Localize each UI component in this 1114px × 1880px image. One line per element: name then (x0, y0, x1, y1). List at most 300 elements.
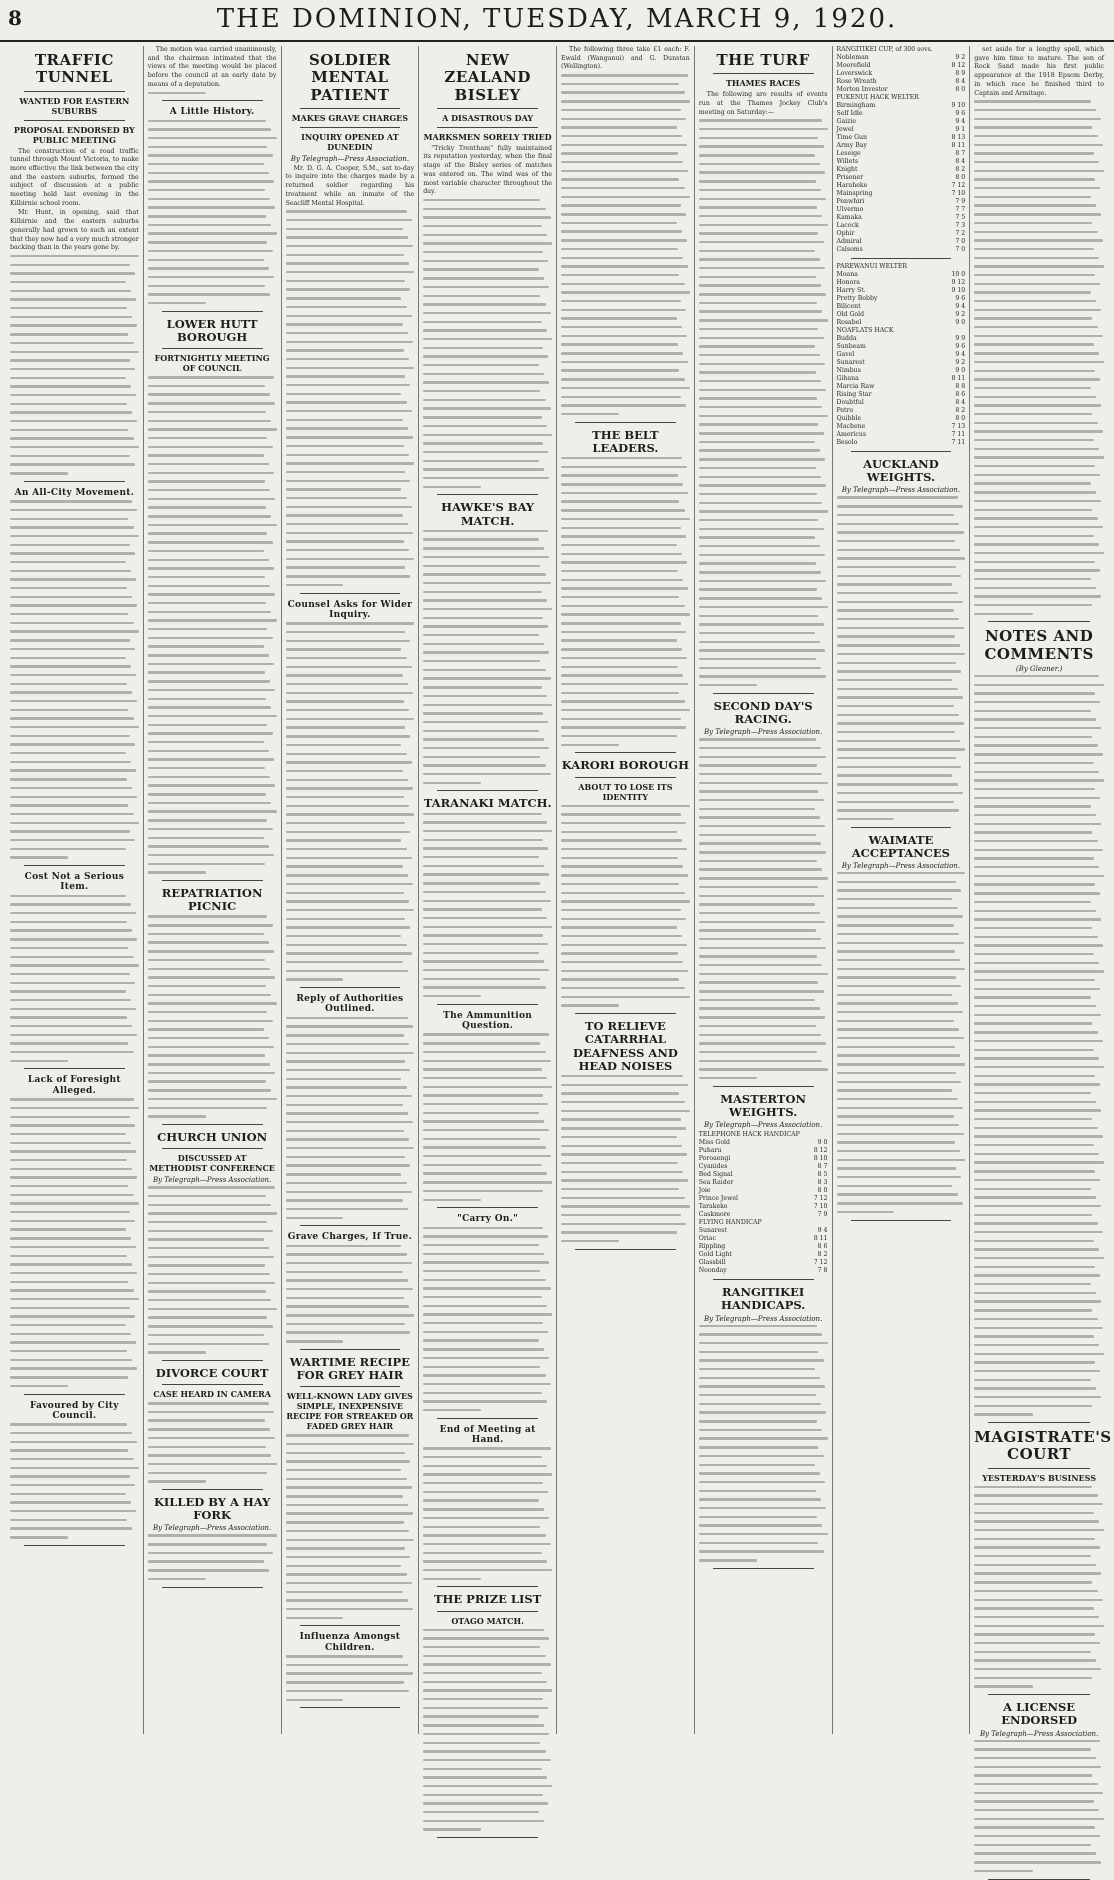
text-line (837, 653, 966, 655)
text-line (561, 570, 678, 572)
text-line (286, 1539, 415, 1541)
text-line (10, 1467, 139, 1469)
text-line (148, 402, 275, 404)
text-line (837, 609, 954, 611)
text-block (286, 1434, 415, 1619)
text-line (423, 277, 544, 279)
text-line (10, 1211, 130, 1213)
text-line (837, 644, 961, 646)
text-line (837, 583, 953, 585)
text-line (10, 420, 137, 422)
text-line (974, 988, 1100, 990)
text-line (561, 561, 687, 563)
text-line (837, 722, 964, 724)
column-7 (833, 46, 971, 1734)
text-line (423, 1313, 552, 1315)
headline: MAGISTRATE'S COURT (974, 1428, 1112, 1464)
text-line (974, 944, 1102, 946)
text-line (10, 535, 139, 537)
text-line (561, 178, 679, 180)
divider (575, 1249, 676, 1250)
table-row (837, 174, 966, 182)
text-line (423, 608, 552, 610)
text-line (10, 1272, 137, 1274)
text-block (148, 1534, 277, 1580)
text-line (423, 1517, 549, 1519)
text-line (286, 1699, 344, 1701)
divider (300, 127, 401, 128)
text-line (974, 1127, 1097, 1129)
text-line (148, 285, 265, 287)
text-line (561, 553, 682, 555)
text-line (974, 283, 1100, 285)
text-line (837, 959, 961, 961)
text-line (837, 531, 964, 533)
text-line (974, 439, 1093, 441)
text-line (974, 1503, 1102, 1505)
text-line (837, 818, 895, 820)
headline: AUCKLAND WEIGHTS. (863, 457, 939, 485)
text-line (699, 964, 823, 966)
text-line (423, 242, 552, 244)
text-line (561, 1240, 619, 1242)
text-line (699, 895, 824, 897)
text-line (699, 380, 821, 382)
text-line (148, 1552, 273, 1554)
text-line (974, 1248, 1099, 1250)
text-line (10, 1359, 132, 1361)
text-line (423, 625, 548, 627)
entry-weight: 9 9 (955, 335, 966, 342)
text-line (286, 384, 411, 386)
text-line (286, 210, 407, 212)
table-row (837, 182, 966, 190)
text-line (423, 347, 543, 349)
headline: SECOND DAY'S RACING. (713, 698, 813, 726)
text-line (286, 857, 412, 859)
text-line (286, 480, 411, 482)
text-line (561, 1214, 681, 1216)
text-line (699, 432, 824, 434)
table-row (837, 319, 966, 327)
text-line (561, 1118, 681, 1120)
text-line (561, 944, 687, 946)
text-line (974, 1144, 1093, 1146)
text-line (837, 809, 959, 811)
text-line (148, 715, 277, 717)
table-row (699, 1211, 828, 1219)
text-line (699, 519, 819, 521)
divider (713, 1086, 814, 1087)
divider (575, 422, 676, 423)
text-line (423, 556, 549, 558)
text-line (148, 472, 274, 474)
text-line (561, 735, 677, 737)
text-line (699, 1464, 815, 1466)
entry-name: Haraheke (836, 182, 868, 189)
text-line (974, 1616, 1099, 1618)
entry-name: Cyanides (698, 1163, 728, 1171)
headline: A Little History. (169, 107, 255, 118)
text-line (148, 1437, 275, 1439)
text-line (286, 1655, 403, 1657)
text-line (286, 1017, 408, 1019)
divider (300, 1707, 401, 1708)
text-line (974, 535, 1093, 537)
divider (851, 1220, 952, 1221)
text-line (423, 1552, 541, 1554)
text-line (974, 448, 1099, 450)
text-line (699, 1034, 821, 1036)
entry-weight: 8 10 (813, 1155, 828, 1163)
text-line (974, 1214, 1092, 1216)
text-line (286, 436, 413, 438)
text-line (423, 1828, 481, 1830)
text-line (423, 1663, 550, 1665)
entry-name: Rising Star (836, 391, 872, 398)
text-line (148, 1534, 277, 1536)
text-line (148, 154, 273, 156)
text-line (286, 1486, 412, 1488)
text-line (974, 675, 1099, 677)
text-line (974, 701, 1100, 703)
article (286, 52, 415, 594)
text-line (423, 1068, 541, 1070)
text-line (148, 206, 275, 208)
text-line (423, 407, 550, 409)
text-line (974, 1118, 1092, 1120)
text-line (423, 873, 549, 875)
entry-weight: 7 5 (955, 214, 966, 221)
text-line (10, 587, 127, 589)
text-line (10, 1315, 135, 1317)
table-row (699, 1227, 828, 1235)
entry-name: Willets (836, 158, 859, 165)
text-line (148, 1282, 275, 1284)
entry-name: Moorefield (836, 62, 871, 69)
text-line (974, 727, 1101, 729)
text-line (699, 999, 815, 1001)
text-line (148, 1020, 273, 1022)
column-4 (419, 46, 557, 1734)
text-line (561, 1179, 688, 1181)
text-line (423, 451, 548, 453)
text-line (837, 714, 959, 716)
text-line (10, 411, 132, 413)
text-line (10, 1060, 68, 1062)
text-line (10, 509, 137, 511)
text-line (974, 396, 1096, 398)
text-line (423, 764, 545, 766)
text-line (10, 1220, 135, 1222)
text-line (148, 950, 274, 952)
text-line (423, 721, 548, 723)
text-line (148, 585, 270, 587)
text-line (974, 274, 1095, 276)
text-line (837, 592, 958, 594)
text-line (837, 549, 961, 551)
entry-weight (921, 94, 965, 102)
text-line (286, 1530, 410, 1532)
article (423, 52, 552, 495)
text-line (423, 286, 549, 288)
text-line (974, 1353, 1104, 1355)
text-line (699, 137, 819, 139)
entry-name: Marcia Raw (836, 383, 875, 390)
text-line (423, 1287, 550, 1289)
text-line (974, 491, 1096, 493)
entry-name: Birmingham (836, 102, 876, 109)
text-line (837, 505, 963, 507)
headline: Counsel Asks for Wider Inquiry. (287, 599, 413, 620)
text-line (148, 1028, 264, 1030)
text-line (561, 361, 688, 363)
text-line (148, 619, 277, 621)
entry-weight: 8 3 (817, 1179, 828, 1187)
entry-name: Oriac (698, 1235, 716, 1243)
text-line (561, 161, 683, 163)
text-line (699, 641, 820, 643)
text-line (148, 1569, 269, 1571)
text-line (286, 1217, 344, 1219)
text-line (837, 872, 966, 874)
text-line (974, 1651, 1091, 1653)
text-line (974, 1135, 1102, 1137)
text-line (837, 1185, 953, 1187)
text-line (974, 1625, 1104, 1627)
text-line (974, 1668, 1101, 1670)
text-line (148, 1080, 266, 1082)
page-number: 8 (8, 6, 22, 30)
text-line (148, 120, 266, 122)
text-line (148, 1046, 274, 1048)
text-line (699, 1498, 821, 1500)
text-line (974, 1014, 1101, 1016)
article (699, 1093, 828, 1280)
text-line (699, 415, 828, 417)
article (10, 1401, 139, 1546)
text-line (423, 773, 550, 775)
text-line (423, 1366, 540, 1368)
text-line (974, 831, 1092, 833)
text-line (699, 1542, 819, 1544)
article (148, 1367, 277, 1490)
text-line (699, 241, 824, 243)
table-row (837, 94, 966, 102)
entry-name: Gaizie (836, 118, 857, 125)
divider (988, 1879, 1090, 1880)
text-line (423, 442, 543, 444)
text-line (423, 468, 544, 470)
text-line (561, 918, 686, 920)
entry-weight: 8 9 (955, 70, 966, 77)
text-line (561, 1092, 679, 1094)
text-line (974, 710, 1091, 712)
entry-name: Budda (836, 335, 857, 342)
text-line (561, 674, 683, 676)
text-line (423, 1820, 544, 1822)
text-block (286, 1245, 415, 1343)
text-line (148, 1578, 206, 1580)
text-line (10, 394, 136, 396)
text-line (423, 1785, 552, 1787)
text-line (837, 881, 957, 883)
text-line (561, 1075, 683, 1077)
text-line (423, 934, 543, 936)
entry-name: Petro (836, 407, 854, 414)
text-line (699, 1420, 817, 1422)
text-line (837, 1133, 964, 1135)
text-line (286, 1245, 402, 1247)
text-line (286, 1495, 403, 1497)
text-line (561, 883, 679, 885)
text-line (699, 528, 824, 530)
text-line (837, 1193, 958, 1195)
text-line (974, 953, 1093, 955)
text-line (286, 349, 404, 351)
text-line (148, 837, 264, 839)
deck: ABOUT TO LOSE ITS IDENTITY (578, 781, 673, 802)
text-line (148, 706, 272, 708)
text-line (286, 1271, 403, 1273)
byline: By Telegraph—Press Association. (979, 1729, 1099, 1738)
text-line (837, 670, 962, 672)
text-line (699, 1437, 828, 1439)
text-line (10, 804, 128, 806)
text-line (423, 425, 547, 427)
text-line (974, 1205, 1101, 1207)
text-line (974, 335, 1102, 337)
text-block (974, 100, 1104, 615)
text-line (423, 686, 541, 688)
text-block (423, 1629, 552, 1831)
text-line (423, 1051, 545, 1053)
entry-name: Prisoner (836, 174, 864, 181)
text-line (699, 912, 820, 914)
table-row (699, 1131, 828, 1139)
text-block (10, 895, 139, 1062)
entry-name: Sunarest (836, 359, 865, 366)
text-line (974, 265, 1104, 267)
text-line (286, 918, 406, 920)
text-line (148, 994, 272, 996)
text-line (148, 628, 268, 630)
text-line (974, 1555, 1091, 1557)
text-line (423, 1383, 550, 1385)
text-line (837, 950, 955, 952)
entry-name: Machene (836, 423, 866, 430)
text-line (10, 648, 135, 650)
text-line (837, 933, 959, 935)
table-row (837, 102, 966, 110)
text-line (974, 1240, 1093, 1242)
text-line (699, 310, 823, 312)
text-line (837, 1054, 961, 1056)
text-line (286, 471, 406, 473)
entry-name: Rosabel (836, 319, 862, 326)
text-line (561, 970, 688, 972)
text-line (423, 712, 543, 714)
text-line (699, 363, 825, 365)
text-line (974, 1196, 1096, 1198)
text-block (286, 1017, 415, 1219)
text-line (10, 1510, 136, 1512)
text-line (699, 536, 815, 538)
deck: CASE HEARD IN CAMERA (153, 1389, 271, 1400)
text-line (148, 276, 274, 278)
text-line (974, 1022, 1092, 1024)
text-line (974, 1179, 1100, 1181)
text-line (974, 936, 1097, 938)
text-line (561, 213, 686, 215)
text-line (148, 698, 266, 700)
text-line (699, 790, 819, 792)
table-row (837, 54, 966, 62)
text-line (699, 545, 820, 547)
text-block (561, 74, 690, 415)
text-line (699, 1068, 828, 1070)
text-line (974, 866, 1099, 868)
text-line (148, 393, 270, 395)
article (561, 759, 690, 1014)
text-line (286, 1182, 407, 1184)
deck: MARKSMEN SORELY TRIED (423, 131, 552, 142)
text-line (286, 1253, 407, 1255)
entry-name: Kamaka (836, 214, 862, 221)
text-line (837, 540, 955, 542)
text-line (974, 1677, 1092, 1679)
text-line (561, 387, 690, 389)
table-row (699, 1251, 828, 1259)
text-line (148, 802, 272, 804)
text-line (148, 259, 264, 261)
text-line (699, 1351, 819, 1353)
text-line (837, 688, 958, 690)
text-line (561, 483, 683, 485)
text-line (561, 848, 687, 850)
text-line (148, 976, 275, 978)
text-line (148, 959, 265, 961)
text-line (699, 198, 826, 200)
table-row (837, 359, 966, 367)
text-line (286, 961, 403, 963)
entry-weight: 9 4 (955, 303, 966, 310)
text-line (974, 1774, 1092, 1776)
text-line (148, 1011, 268, 1013)
text-block (837, 872, 966, 1213)
article (148, 887, 277, 1125)
text-line (699, 860, 817, 862)
text-line (148, 293, 270, 295)
text-line (423, 952, 539, 954)
text-line (699, 1342, 828, 1344)
divider (162, 100, 263, 101)
text-line (148, 933, 264, 935)
text-line (974, 805, 1091, 807)
text-line (286, 1060, 406, 1062)
text-line (974, 578, 1091, 580)
text-line (286, 1547, 406, 1549)
entry-weight: 7 12 (813, 1195, 828, 1203)
text-line (837, 618, 959, 620)
text-line (10, 964, 139, 966)
text-line (974, 962, 1099, 964)
byline: By Telegraph—Press Association. (290, 154, 410, 163)
text-line (699, 981, 819, 983)
text-line (699, 284, 821, 286)
text-line (10, 830, 130, 832)
text-line (286, 874, 408, 876)
